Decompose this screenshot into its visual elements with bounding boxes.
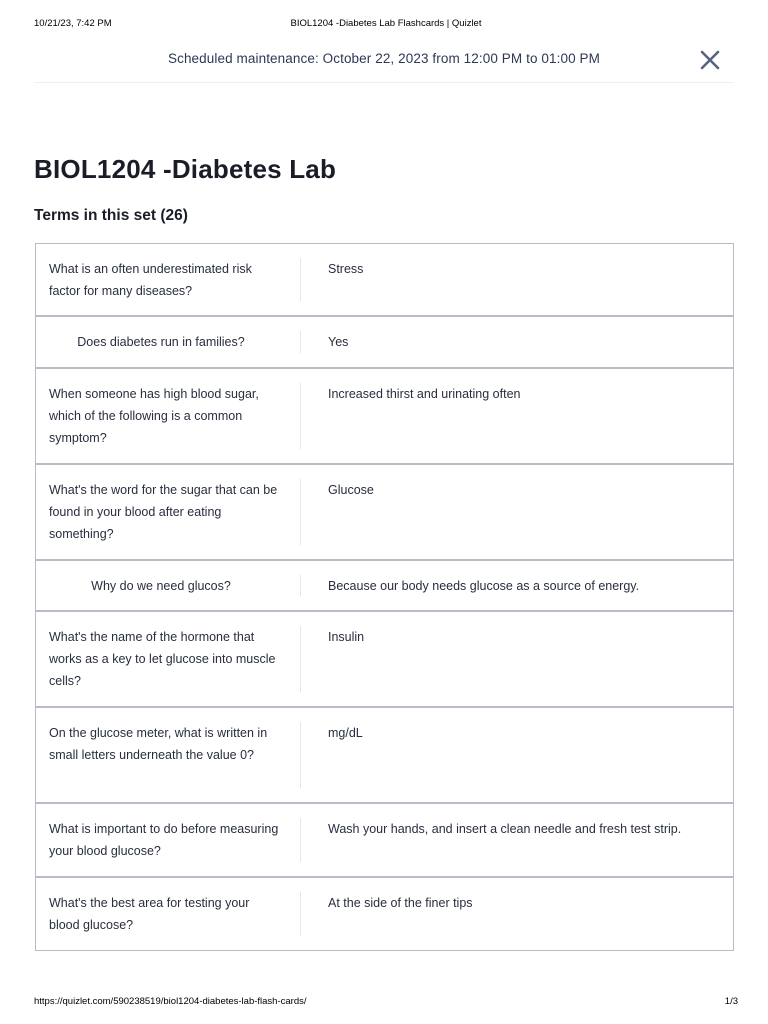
term-text: Why do we need glucos? <box>91 579 231 593</box>
print-page-number: 1/3 <box>724 996 738 1007</box>
definition-text: Insulin <box>328 630 365 644</box>
row-divider <box>300 626 301 692</box>
print-footer <box>34 996 738 1007</box>
term-text: What's the name of the hormone that works as a key to let glucose into muscle cells? <box>49 630 276 688</box>
definition-text: Stress <box>328 262 364 276</box>
row-divider <box>300 722 301 788</box>
row-divider <box>300 818 301 862</box>
term-row <box>36 244 733 317</box>
row-divider <box>300 479 301 545</box>
maintenance-message: Scheduled maintenance: October 22, 2023 from 12:00 PM to 01:00 PM <box>167 51 600 66</box>
row-divider <box>300 331 301 353</box>
term-text: Does diabetes run in families? <box>77 335 245 349</box>
term-row <box>36 878 733 951</box>
term-row <box>36 369 733 465</box>
maintenance-banner <box>34 40 734 83</box>
terms-list <box>35 243 734 951</box>
term-text: When someone has high blood sugar, which of the following is a common symptom? <box>49 387 259 445</box>
term-row <box>36 465 733 561</box>
term-text: What's the word for the sugar that can be found in your blood after eating something? <box>49 483 278 541</box>
definition-text: Because our body needs glucose as a source of energy. <box>328 579 640 593</box>
print-datetime: 10/21/23, 7:42 PM <box>34 18 112 29</box>
term-text: On the glucose meter, what is written in small letters underneath the value 0? <box>49 726 268 762</box>
page-title: BIOL1204 -Diabetes Lab <box>34 154 337 184</box>
print-header <box>34 18 738 32</box>
row-divider <box>300 383 301 449</box>
close-icon[interactable] <box>698 48 722 72</box>
definition-text: Increased thirst and urinating often <box>328 387 521 401</box>
print-document-title: BIOL1204 -Diabetes Lab Flashcards | Quizlet <box>290 18 482 29</box>
term-row <box>36 561 733 612</box>
definition-text: Glucose <box>328 483 374 497</box>
term-row <box>36 708 733 804</box>
definition-text: Wash your hands, and insert a clean needle and fresh test strip. <box>328 822 682 836</box>
term-text: What is an often underestimated risk factor for many diseases? <box>49 262 252 298</box>
print-url: https://quizlet.com/590238519/biol1204-diabetes-lab-flash-cards/ <box>34 996 307 1007</box>
definition-text: At the side of the finer tips <box>328 896 473 910</box>
definition-text: mg/dL <box>328 726 363 740</box>
term-row <box>36 804 733 878</box>
terms-count-heading: Terms in this set (26) <box>34 207 188 224</box>
row-divider <box>300 892 301 936</box>
term-text: What is important to do before measuring your blood glucose? <box>49 822 279 858</box>
term-text: What's the best area for testing your blood glucose? <box>49 896 250 932</box>
term-row <box>36 317 733 369</box>
row-divider <box>300 575 301 596</box>
definition-text: Yes <box>328 335 349 349</box>
row-divider <box>300 258 301 301</box>
term-row <box>36 612 733 708</box>
